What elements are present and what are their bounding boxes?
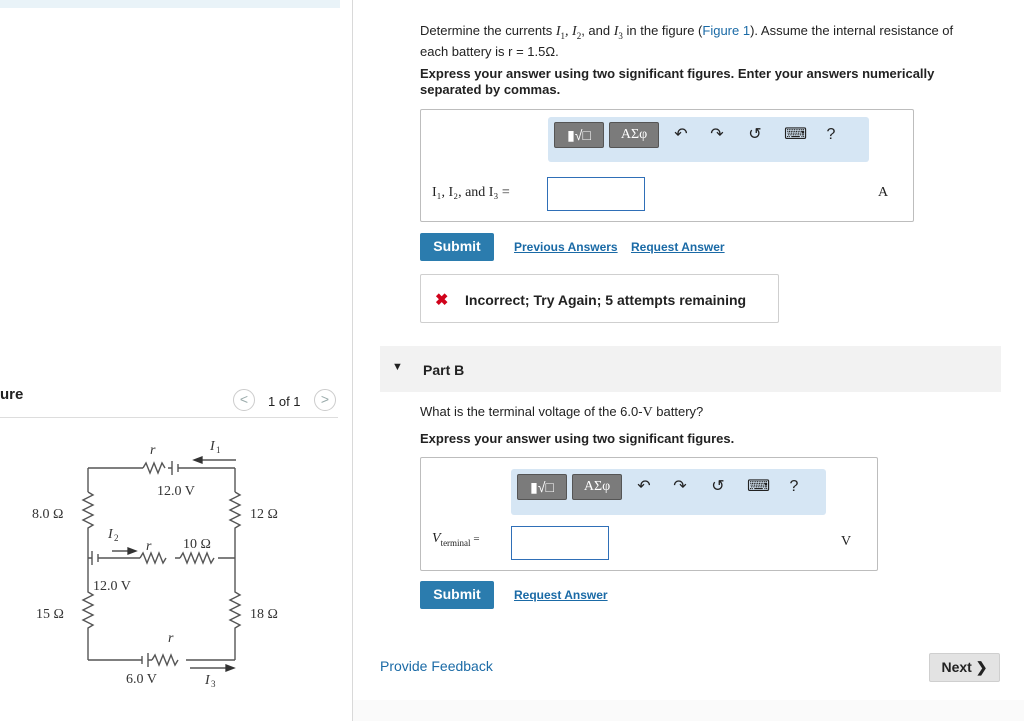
part-b-answer-input[interactable] (511, 526, 609, 560)
resistor-15ohm (83, 558, 93, 660)
part-b-math-toolbar (511, 469, 826, 515)
arrowhead-I3 (226, 665, 234, 671)
part-b-request-answer-link[interactable]: Request Answer (514, 588, 608, 602)
part-a-answer-label: I₁, I₂, and I₃ = (432, 185, 510, 200)
label-mid-battery: 12.0 V (93, 579, 131, 594)
label-bottom-battery: 6.0 V (126, 672, 157, 687)
figure-header-divider (0, 417, 338, 418)
bottom-strip (353, 700, 1024, 721)
figure-next-button[interactable]: > (314, 389, 336, 411)
part-a-feedback-text: Incorrect; Try Again; 5 attempts remaining (465, 292, 747, 308)
battery-bottom (142, 653, 152, 667)
part-a-question: Determine the currents $I_1$, $I_2$, and $I_3$ in the figure (Figure 1). Assume the internal resistance of each battery is r = 1.5Ω. (420, 23, 954, 59)
part-a-instructions: Express your answer using two significant figures. Enter your answers numerically separated by commas. (420, 66, 935, 97)
label-12ohm: 12 Ω (250, 507, 278, 522)
label-18ohm: 18 Ω (250, 607, 278, 622)
figure-pager: 1 of 1 (268, 394, 301, 409)
label-top-battery: 12.0 V (157, 484, 195, 499)
templates-button[interactable]: ▮√□ (517, 474, 567, 500)
label-10ohm: 10 Ω (183, 537, 211, 552)
label-I1-sub: 1 (216, 445, 221, 455)
part-a-submit-button[interactable]: Submit (420, 233, 494, 261)
resistor-r-top (143, 463, 165, 473)
part-a-question-mid: in the figure ( (622, 23, 703, 38)
redo-icon[interactable]: ↷ (673, 478, 687, 495)
part-b-submit-button[interactable]: Submit (420, 581, 494, 609)
resistor-12ohm (230, 492, 240, 558)
resistor-10ohm (180, 553, 214, 563)
var-I1: $I_1$, $I_2$ (555, 24, 582, 41)
label-r-mid: r (146, 539, 152, 554)
part-b-units: V (841, 534, 852, 549)
resistor-18ohm (230, 558, 240, 660)
var-I3: $I_3$ (613, 24, 623, 41)
templates-button[interactable]: ▮√□ (554, 122, 604, 148)
reset-icon[interactable]: ↺ (748, 126, 762, 143)
battery-top (168, 461, 180, 475)
figure-title: ure (0, 386, 24, 403)
label-r-bottom: r (168, 631, 174, 646)
part-b-answer-box (420, 457, 878, 571)
label-I1: I (210, 439, 215, 454)
figure-link[interactable]: Figure 1 (702, 23, 751, 38)
part-a-question-prefix: Determine the currents (420, 23, 556, 38)
next-button[interactable]: Next ❯ (929, 653, 1000, 682)
chevron-right-icon: ❯ (975, 659, 988, 675)
part-b-answer-label: $V_{terminal}$ = (432, 531, 480, 548)
part-a-units: A (878, 185, 889, 200)
resistor-8ohm (83, 492, 93, 558)
previous-answers-link[interactable]: Previous Answers (514, 240, 618, 254)
label-I3-sub: 3 (211, 679, 216, 689)
help-icon[interactable]: ? (826, 126, 836, 143)
incorrect-icon: ✖ (435, 292, 449, 309)
figure-prev-button[interactable]: < (233, 389, 255, 411)
resistor-r-bottom (152, 655, 178, 665)
label-r-top: r (150, 443, 156, 458)
part-a-request-answer-link[interactable]: Request Answer (631, 240, 725, 254)
part-a-math-toolbar (548, 117, 869, 162)
provide-feedback-link[interactable]: Provide Feedback (380, 658, 493, 674)
resistor-r-mid (140, 553, 166, 563)
label-I2-sub: 2 (114, 533, 119, 543)
label-8ohm: 8.0 Ω (32, 507, 64, 522)
reset-icon[interactable]: ↺ (711, 478, 725, 495)
part-a-answer-input[interactable] (547, 177, 645, 211)
panel-divider (352, 0, 353, 721)
part-a-answer-box (420, 109, 914, 222)
collapse-chevron-icon[interactable]: ▼ (392, 361, 403, 373)
label-I3: I (205, 673, 210, 688)
part-b-question: What is the terminal voltage of the 6.0-V battery? (420, 404, 704, 420)
arrowhead-I1 (194, 457, 202, 463)
arrowhead-I2 (128, 548, 136, 554)
greek-symbols-button[interactable]: ΑΣφ (572, 474, 622, 500)
redo-icon[interactable]: ↷ (710, 126, 724, 143)
battery-middle (92, 551, 100, 565)
label-15ohm: 15 Ω (36, 607, 64, 622)
part-a-question-suffix: ). Assume the internal resistance of (750, 23, 954, 38)
part-b-title: Part B (423, 362, 465, 378)
part-a-question-line2: each battery is r = 1.5Ω. (420, 43, 559, 59)
greek-symbols-button[interactable]: ΑΣφ (609, 122, 659, 148)
left-panel-top-strip (0, 0, 340, 8)
keyboard-icon[interactable]: ⌨ (747, 478, 771, 495)
part-a-feedback-box (420, 274, 779, 323)
undo-icon[interactable]: ↶ (674, 126, 688, 143)
part-b-header[interactable] (380, 346, 1001, 392)
keyboard-icon[interactable]: ⌨ (784, 126, 808, 143)
circuit-diagram (0, 420, 340, 700)
label-I2: I (108, 527, 113, 542)
part-b-instructions: Express your answer using two significant figures. (420, 431, 735, 446)
undo-icon[interactable]: ↶ (637, 478, 651, 495)
help-icon[interactable]: ? (789, 478, 799, 495)
